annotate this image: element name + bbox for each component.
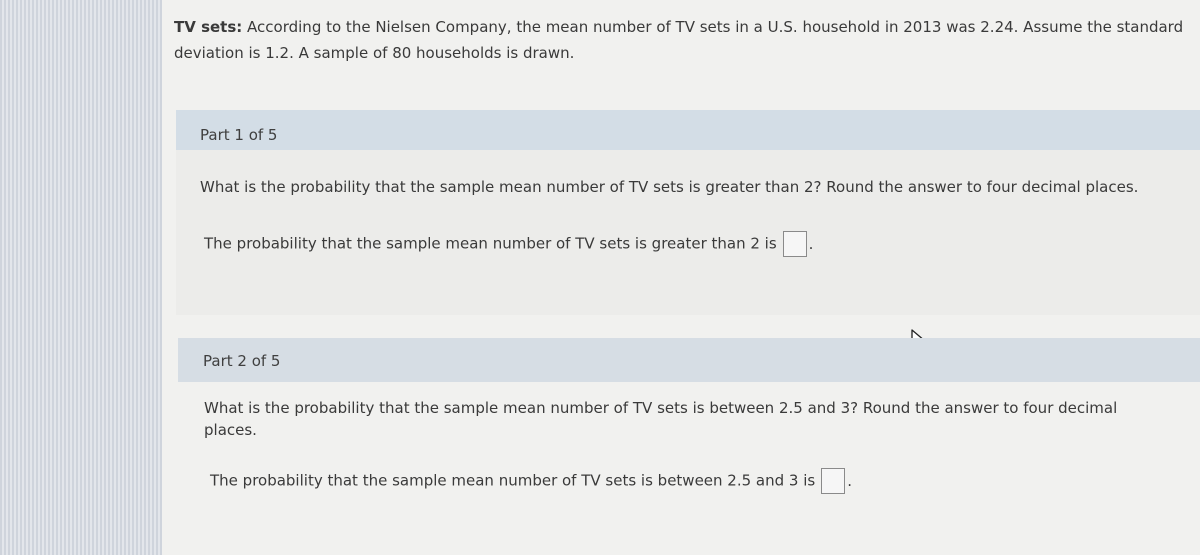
problem-page (162, 0, 1200, 555)
part2-answer-input[interactable] (821, 468, 845, 494)
part1-header[interactable] (176, 110, 1200, 150)
part1-header-label: Part 1 of 5 (200, 126, 278, 144)
part1-answer-prefix: The probability that the sample mean number of TV sets is greater than 2 is (204, 234, 777, 253)
problem-title: TV sets: (174, 18, 243, 36)
part1-question: What is the probability that the sample mean number of TV sets is greater than 2? Round the answer to four decimal places. (200, 178, 1139, 196)
part2-header-label: Part 2 of 5 (203, 352, 281, 370)
problem-text: According to the Nielsen Company, the mean number of TV sets in a U.S. household in 2013 was 2.24. Assume the standard deviation is 1.2. A sample of 80 households is drawn. (174, 18, 1184, 62)
part1-answer-line (204, 231, 813, 257)
problem-statement (174, 14, 1184, 66)
part2-header[interactable] (178, 338, 1200, 382)
part2-answer-line (210, 468, 852, 494)
part1-answer-input[interactable] (783, 231, 807, 257)
part2-answer-suffix: . (847, 471, 852, 490)
part2-answer-prefix: The probability that the sample mean number of TV sets is between 2.5 and 3 is (210, 471, 816, 490)
part1-answer-suffix: . (808, 234, 814, 253)
part2-question: What is the probability that the sample mean number of TV sets is between 2.5 and 3? Round the answer to four decimal places. (204, 399, 1118, 439)
left-sidebar-strip (0, 0, 162, 555)
